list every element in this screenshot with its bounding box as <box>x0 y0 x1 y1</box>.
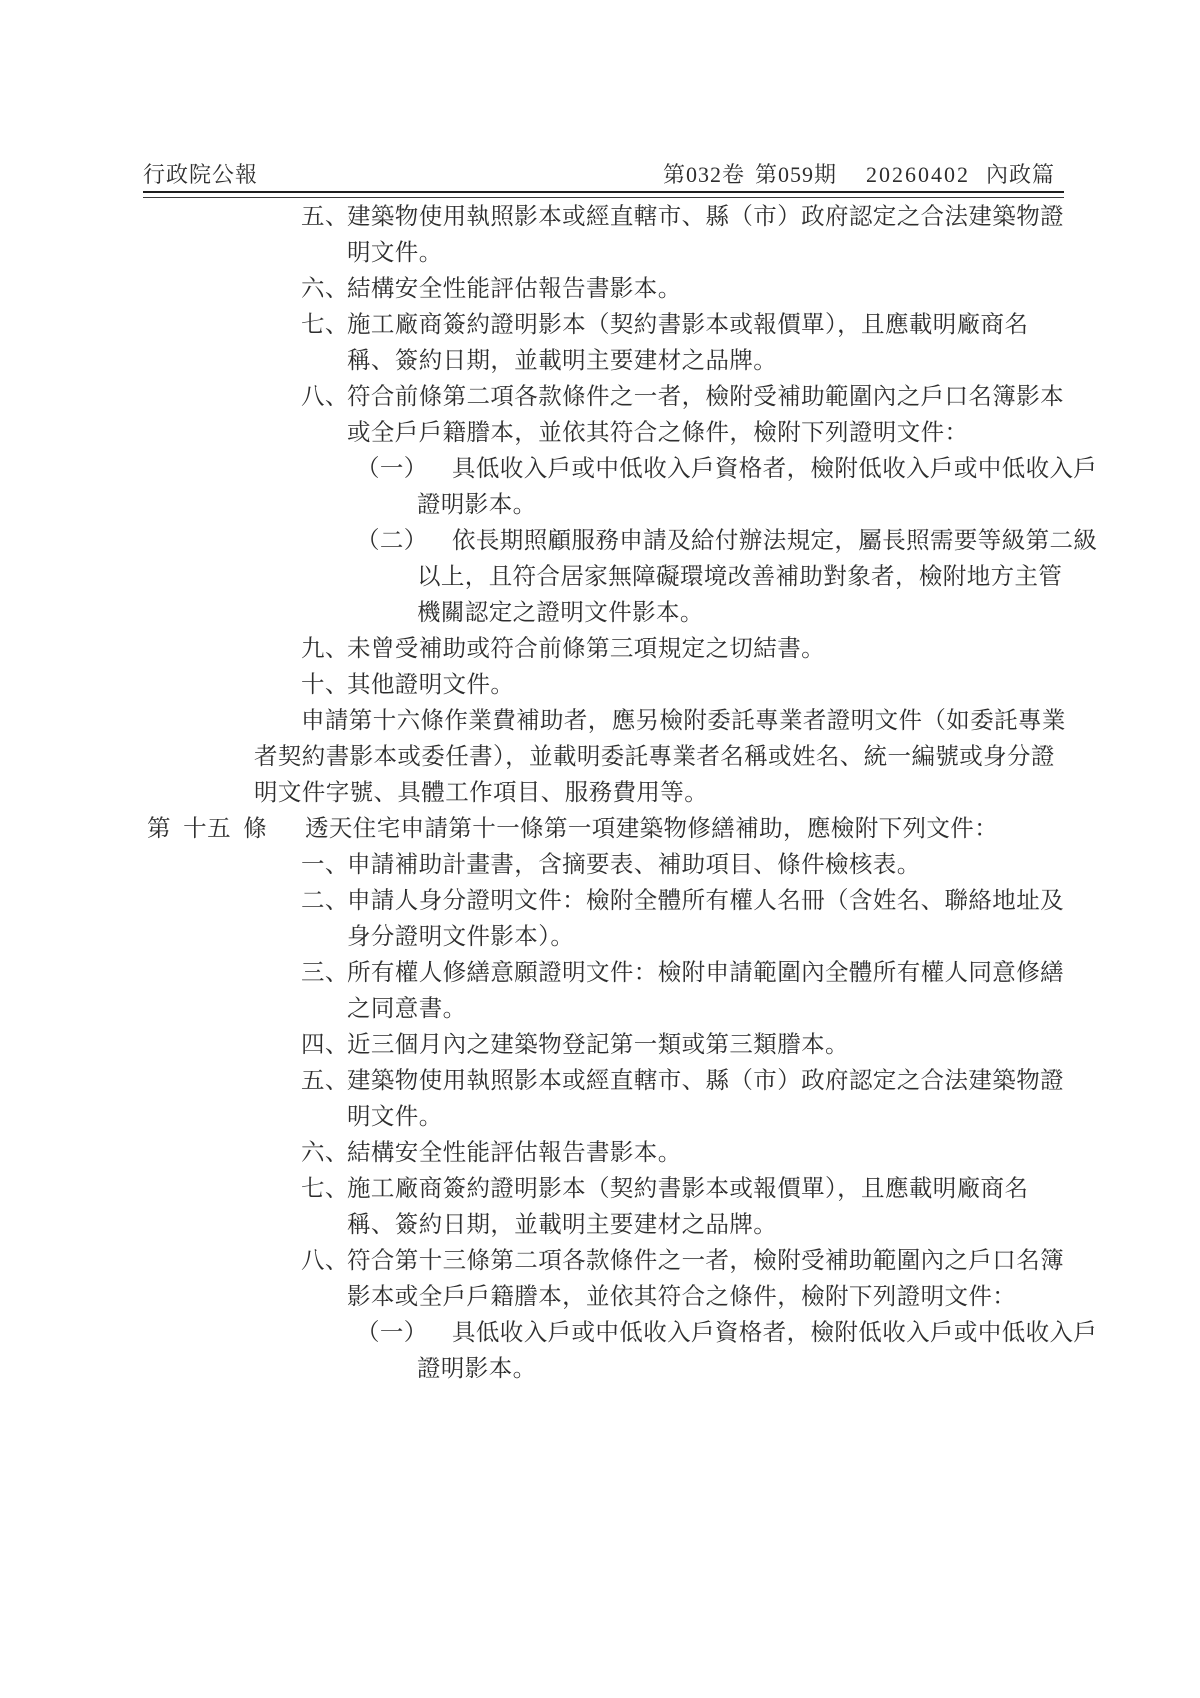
line-text: 稱、簽約日期，並載明主要建材之品牌。 <box>347 348 778 374</box>
header-divider-rule <box>143 191 1064 198</box>
item-line <box>0 343 1200 379</box>
line-text: 具低收入戶或中低收入戶資格者，檢附低收入戶或中低收入戶 <box>452 1320 1098 1346</box>
subitem-line <box>0 1315 1200 1351</box>
line-text: 符合第十三條第二項各款條件之一者，檢附受補助範圍內之戶口名簿 <box>347 1248 1064 1274</box>
line-text: 者契約書影本或委任書），並載明委託專業者名稱或姓名、統一編號或身分證 <box>254 744 1055 770</box>
item-line <box>0 379 1200 415</box>
line-text: 所有權人修繕意願證明文件：檢附申請範圍內全體所有權人同意修繕 <box>347 960 1064 986</box>
item-line <box>0 667 1200 703</box>
item-line <box>0 1063 1200 1099</box>
line-text: 或全戶戶籍謄本，並依其符合之條件，檢附下列證明文件： <box>347 420 969 446</box>
subitem-line <box>0 487 1200 523</box>
item-number-label: 四、 <box>301 1032 349 1058</box>
line-text: 符合前條第二項各款條件之一者，檢附受補助範圍內之戶口名簿影本 <box>347 384 1064 410</box>
subitem-line <box>0 523 1200 559</box>
item-line <box>0 1171 1200 1207</box>
item-line <box>0 631 1200 667</box>
issue-label: 第059期 <box>755 162 838 187</box>
line-text: 身分證明文件影本）。 <box>347 924 575 950</box>
line-text: 影本或全戶戶籍謄本，並依其符合之條件，檢附下列證明文件： <box>347 1284 1017 1310</box>
item-line <box>0 883 1200 919</box>
line-text: 結構安全性能評估報告書影本。 <box>347 1140 682 1166</box>
line-text: 施工廠商簽約證明影本（契約書影本或報價單），且應載明廠商名 <box>347 312 1029 338</box>
item-number-label: 九、 <box>301 636 349 662</box>
item-line <box>0 271 1200 307</box>
line-text: 透天住宅申請第十一條第一項建築物修繕補助，應檢附下列文件： <box>305 816 999 842</box>
subitem-line <box>0 595 1200 631</box>
item-line <box>0 1099 1200 1135</box>
item-line <box>0 307 1200 343</box>
line-text: 明文件。 <box>347 240 443 266</box>
subitem-line <box>0 559 1200 595</box>
line-text: 申請人身分證明文件：檢附全體所有權人名冊（含姓名、聯絡地址及 <box>347 888 1064 914</box>
line-text: 結構安全性能評估報告書影本。 <box>347 276 682 302</box>
line-text: 依長期照顧服務申請及給付辦法規定，屬長照需要等級第二級 <box>452 528 1098 554</box>
item-line <box>0 1027 1200 1063</box>
item-line <box>0 1207 1200 1243</box>
subitem-number-label: （二） <box>356 528 428 554</box>
item-line <box>0 991 1200 1027</box>
subitem-number-label: （一） <box>356 1320 428 1346</box>
item-number-label: 十、 <box>301 672 349 698</box>
line-text: 建築物使用執照影本或經直轄市、縣（市）政府認定之合法建築物證 <box>347 204 1064 230</box>
item-number-label: 八、 <box>301 1248 349 1274</box>
item-number-label: 五、 <box>301 204 349 230</box>
line-text: 證明影本。 <box>417 1356 537 1382</box>
page-header <box>0 160 1200 194</box>
line-text: 以上，且符合居家無障礙環境改善補助對象者，檢附地方主管 <box>417 564 1063 590</box>
item-line <box>0 415 1200 451</box>
article-number-label: 第 十五 條 <box>147 816 268 842</box>
item-number-label: 七、 <box>301 312 349 338</box>
item-line <box>0 847 1200 883</box>
item-number-label: 七、 <box>301 1176 349 1202</box>
paragraph-line <box>0 739 1200 775</box>
line-text: 申請第十六條作業費補助者，應另檢附委託專業者證明文件（如委託專業 <box>301 708 1066 734</box>
line-text: 具低收入戶或中低收入戶資格者，檢附低收入戶或中低收入戶 <box>452 456 1098 482</box>
paragraph-line <box>0 703 1200 739</box>
document-body <box>0 199 1200 1387</box>
line-text: 近三個月內之建築物登記第一類或第三類謄本。 <box>347 1032 849 1058</box>
article-line <box>0 811 1200 847</box>
item-number-label: 六、 <box>301 1140 349 1166</box>
line-text: 未曾受補助或符合前條第三項規定之切結書。 <box>347 636 825 662</box>
line-text: 證明影本。 <box>417 492 537 518</box>
item-number-label: 二、 <box>301 888 349 914</box>
item-line <box>0 1243 1200 1279</box>
item-line <box>0 235 1200 271</box>
subitem-line <box>0 1351 1200 1387</box>
line-text: 稱、簽約日期，並載明主要建材之品牌。 <box>347 1212 778 1238</box>
item-number-label: 三、 <box>301 960 349 986</box>
item-line <box>0 919 1200 955</box>
item-number-label: 一、 <box>301 852 349 878</box>
item-number-label: 八、 <box>301 384 349 410</box>
item-line <box>0 1279 1200 1315</box>
item-line <box>0 199 1200 235</box>
item-line <box>0 1135 1200 1171</box>
item-number-label: 六、 <box>301 276 349 302</box>
volume-label: 第032卷 <box>663 162 746 187</box>
line-text: 之同意書。 <box>347 996 467 1022</box>
line-text: 明文件。 <box>347 1104 443 1130</box>
line-text: 機關認定之證明文件影本。 <box>417 600 704 626</box>
paragraph-line <box>0 775 1200 811</box>
item-number-label: 五、 <box>301 1068 349 1094</box>
line-text: 施工廠商簽約證明影本（契約書影本或報價單），且應載明廠商名 <box>347 1176 1029 1202</box>
section-label: 內政篇 <box>986 162 1056 187</box>
line-text: 建築物使用執照影本或經直轄市、縣（市）政府認定之合法建築物證 <box>347 1068 1064 1094</box>
item-line <box>0 955 1200 991</box>
subitem-number-label: （一） <box>356 456 428 482</box>
subitem-line <box>0 451 1200 487</box>
date-label: 20260402 <box>866 162 970 187</box>
line-text: 申請補助計畫書，含摘要表、補助項目、條件檢核表。 <box>347 852 921 878</box>
gazette-title: 行政院公報 <box>143 162 259 187</box>
line-text: 明文件字號、具體工作項目、服務費用等。 <box>254 780 709 806</box>
line-text: 其他證明文件。 <box>347 672 515 698</box>
